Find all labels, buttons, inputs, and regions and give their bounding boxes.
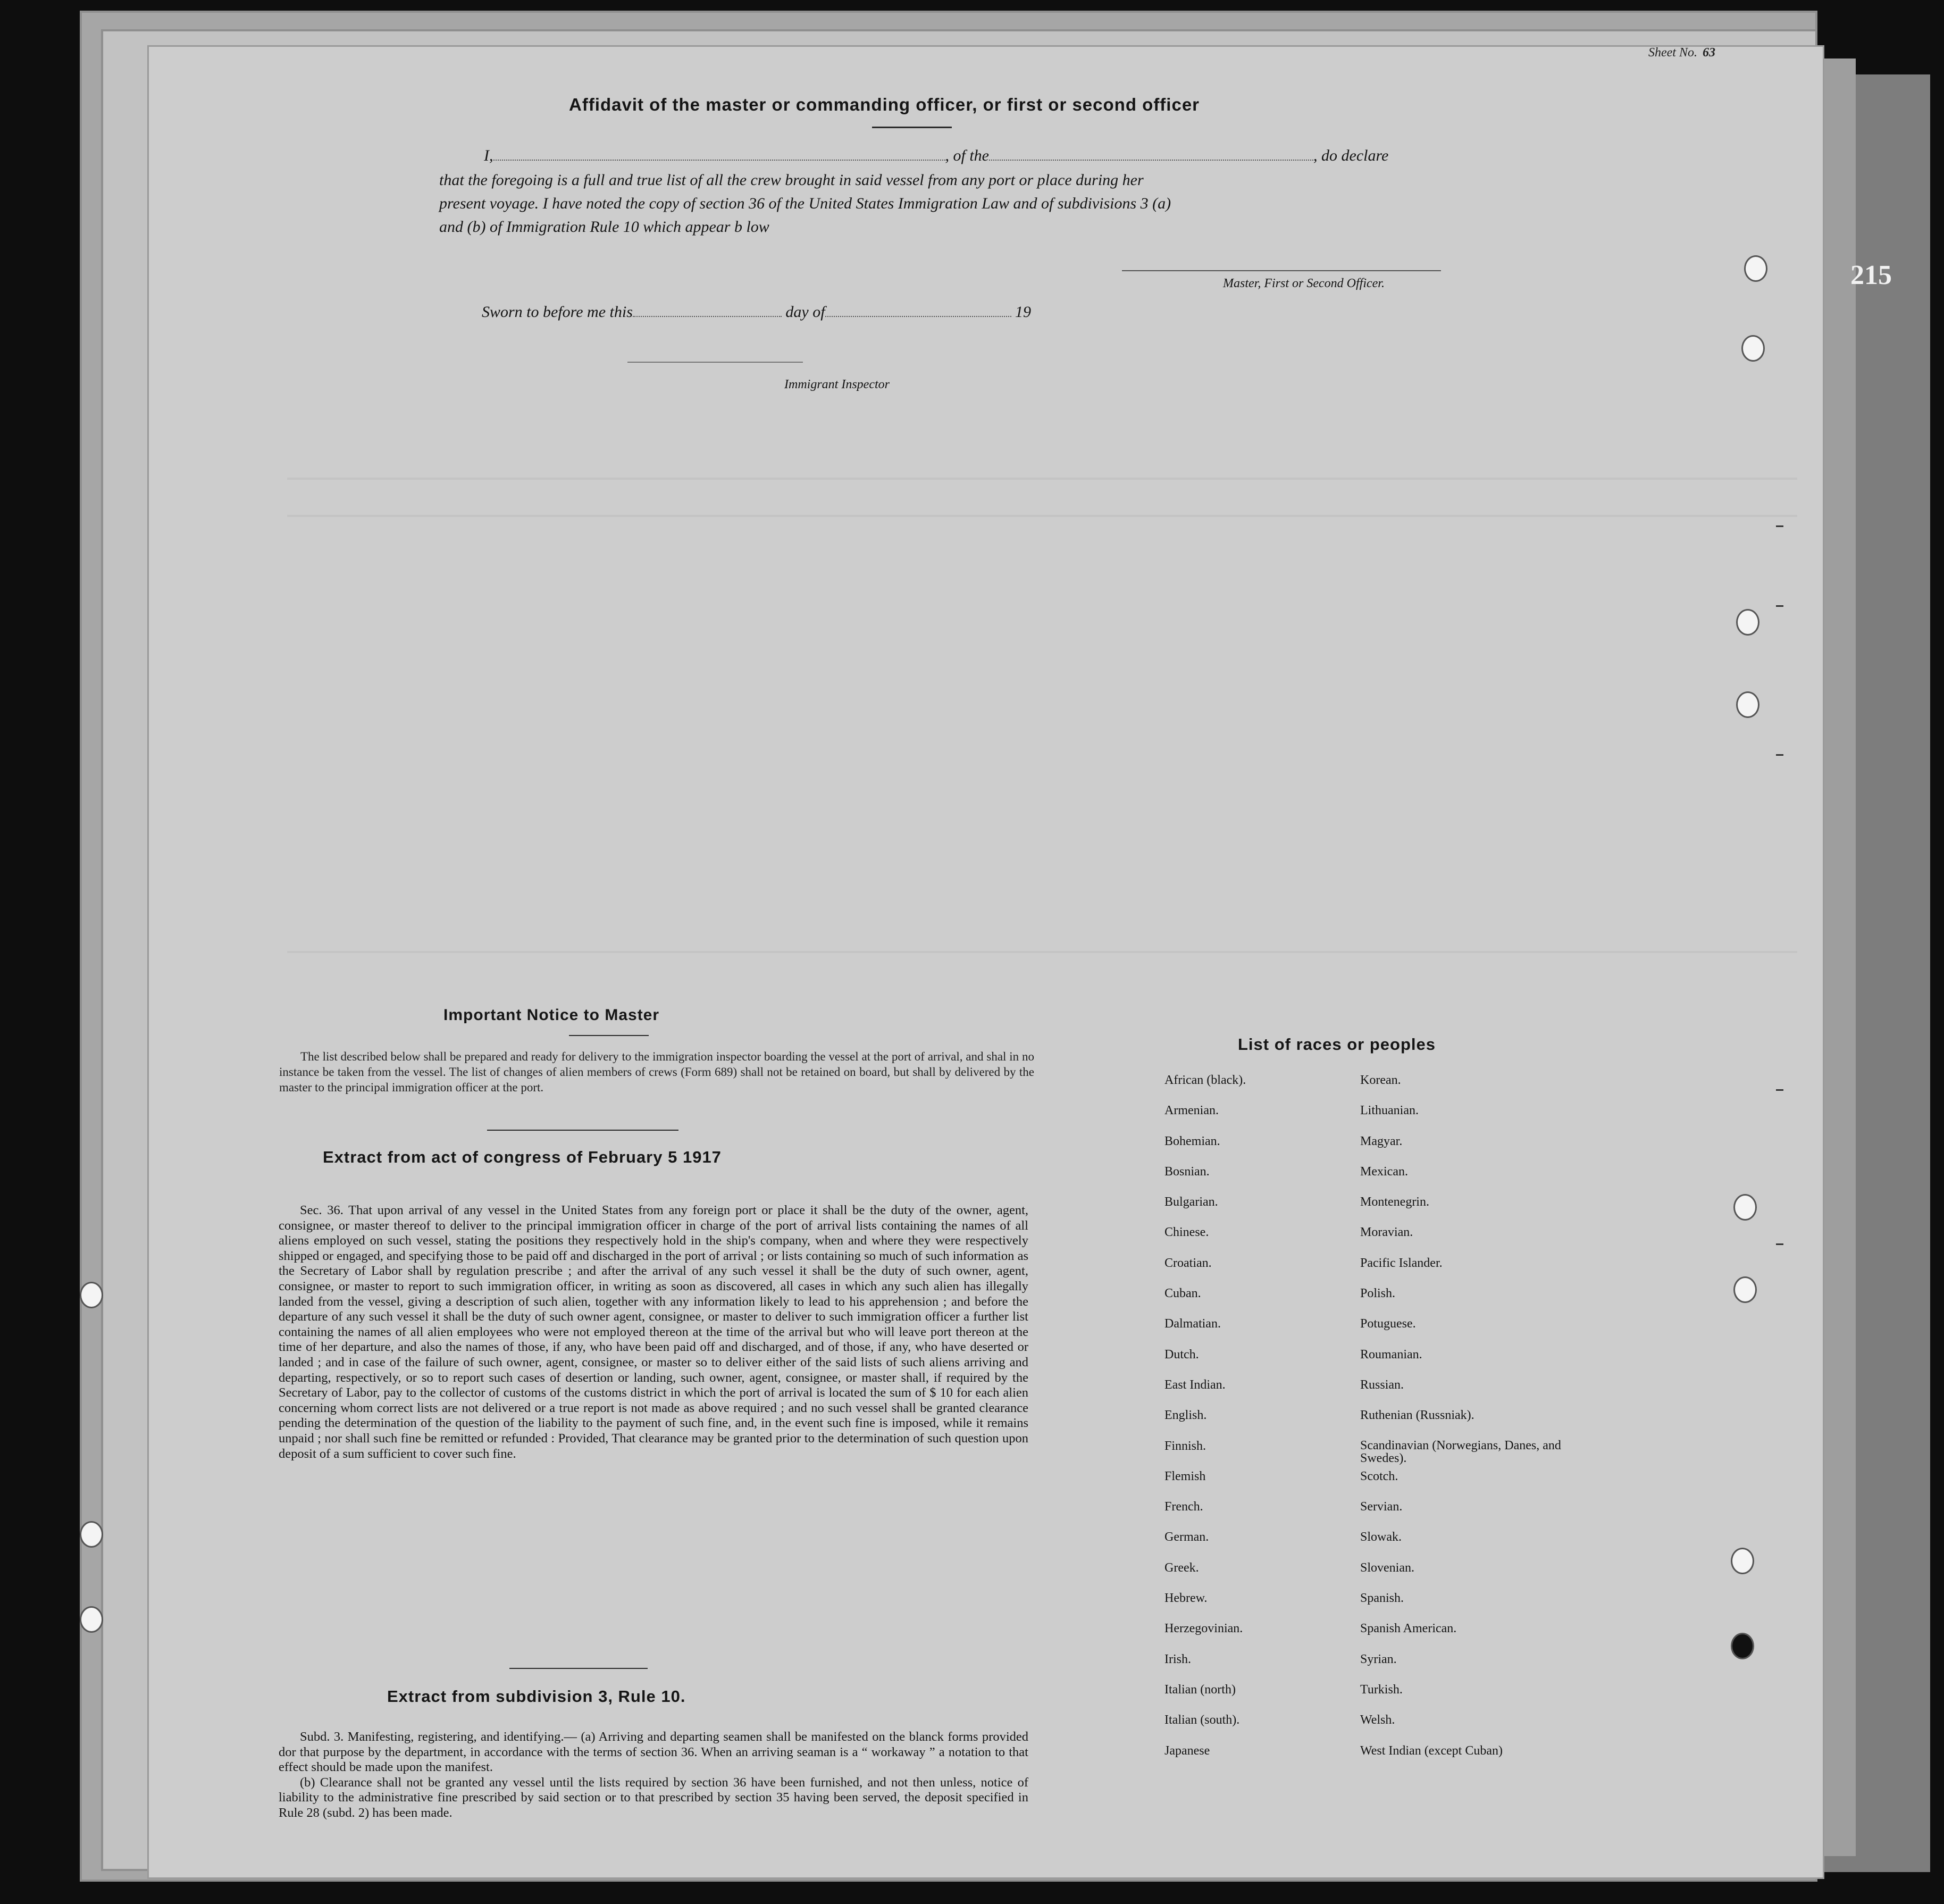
affidavit-line1-a: I,	[484, 147, 493, 164]
notice-title: Important Notice to Master	[443, 1006, 660, 1024]
sheet-number	[1648, 46, 1715, 60]
race-item: Mexican.	[1360, 1164, 1408, 1179]
bleed-through-line	[287, 478, 1797, 480]
sworn-text-c: 19	[1015, 303, 1032, 321]
race-item: Bohemian.	[1164, 1134, 1220, 1148]
binder-hole	[1741, 335, 1765, 362]
race-item: African (black).	[1164, 1073, 1246, 1087]
race-item: Bulgarian.	[1164, 1195, 1218, 1209]
notice-text: The list described below shall be prepared and ready for delivery to the immigration inspector boarding the vessel at the port of arrival, and shal in no instance be taken from the vessel. The list of changes of alien members of crews (Form 689) shall not be retained on board, but shall by delivered by the master to the principal immigration officer at the port.	[279, 1050, 1034, 1094]
binder-hole	[1731, 1633, 1754, 1659]
binder-hole	[1744, 255, 1767, 282]
rule-10-paragraph-a: Subd. 3. Manifesting, registering, and identifying.— (a) Arriving and departing seamen shall be manifested on the blanck forms provided dor that purpose by the department, in accordance with the terms of section 36. When an arriving seaman is a “ workaway ” a notation to that effect should be made upon the manifest.	[279, 1730, 1028, 1775]
race-item: Turkish.	[1360, 1682, 1403, 1697]
race-item: Cuban.	[1164, 1287, 1201, 1301]
race-item: Scotch.	[1360, 1469, 1398, 1483]
race-item: Russian.	[1360, 1377, 1404, 1392]
binder-hole	[80, 1282, 103, 1308]
race-item: Slowak.	[1360, 1530, 1402, 1544]
notice-rule	[569, 1035, 649, 1036]
race-item: Slovenian.	[1360, 1560, 1414, 1575]
race-item: Dalmatian.	[1164, 1317, 1221, 1331]
race-item: Pacific Islander.	[1360, 1256, 1443, 1270]
race-item: Italian (north)	[1164, 1682, 1236, 1697]
races-list-right	[1360, 1073, 1562, 1774]
binder-hole	[1733, 1194, 1757, 1221]
race-item: Montenegrin.	[1360, 1195, 1429, 1209]
race-item: Lithuanian.	[1360, 1104, 1419, 1118]
race-item: Armenian.	[1164, 1104, 1219, 1118]
race-item: Finnish.	[1164, 1439, 1206, 1453]
bleed-through-line	[287, 951, 1797, 953]
extract-rule-title: Extract from subdivision 3, Rule 10.	[387, 1687, 686, 1706]
margin-tick	[1776, 754, 1783, 756]
day-blank	[633, 306, 782, 317]
inspector-caption: Immigrant Inspector	[784, 378, 890, 391]
rule-10-paragraph-b: (b) Clearance shall not be granted any vessel until the lists required by section 36 have been furnished, and not then unless, notice of liability to the administrative fine prescribed by said section or to that prescribed by section 35 having been served, the deposit specified in Rule 28 (subd. 2) has been made.	[279, 1775, 1028, 1820]
binder-hole	[1731, 1548, 1754, 1574]
sheet-number-label: Sheet No.	[1648, 46, 1697, 60]
race-item: Welsh.	[1360, 1713, 1395, 1727]
vessel-blank	[989, 150, 1313, 161]
race-item: Potuguese.	[1360, 1317, 1416, 1331]
race-item: Herzegovinian.	[1164, 1622, 1243, 1636]
affidavit-declaration-line	[484, 147, 1388, 165]
race-item: Japanese	[1164, 1743, 1210, 1758]
binder-hole	[1736, 691, 1759, 718]
race-item: Greek.	[1164, 1560, 1199, 1575]
manifest-page	[149, 46, 1892, 1877]
race-item: Magyar.	[1360, 1134, 1403, 1148]
margin-tick	[1776, 1243, 1783, 1245]
race-item: Korean.	[1360, 1073, 1401, 1087]
margin-tick	[1776, 1089, 1783, 1091]
race-item: Chinese.	[1164, 1225, 1209, 1240]
race-item: Bosnian.	[1164, 1164, 1210, 1179]
affidavit-line4: and (b) of Immigration Rule 10 which appear b low	[439, 218, 769, 236]
race-item: Polish.	[1360, 1287, 1396, 1301]
inspector-signature-line	[627, 362, 803, 363]
sworn-line	[482, 303, 1031, 321]
section-rule	[509, 1668, 648, 1669]
race-item: Italian (south).	[1164, 1713, 1240, 1727]
race-item: German.	[1164, 1530, 1209, 1544]
month-blank	[825, 306, 1011, 317]
sheet-number-value: 63	[1702, 46, 1715, 60]
race-item: East Indian.	[1164, 1377, 1226, 1392]
margin-tick	[1776, 525, 1783, 527]
race-item: Roumanian.	[1360, 1347, 1422, 1362]
extract-act-title: Extract from act of congress of February 5 1917	[323, 1148, 722, 1166]
race-item: French.	[1164, 1500, 1203, 1514]
margin-tick	[1776, 605, 1783, 607]
affidavit-title: Affidavit of the master or commanding officer, or first or second officer	[569, 95, 1200, 114]
race-item: English.	[1164, 1408, 1207, 1423]
section-36-paragraph: Sec. 36. That upon arrival of any vessel in the United States from any foreign port or place it shall be the duty of the owner, agent, consignee, or master thereof to deliver to the principal immigration officer in charge of the port of arrival lists containing the names of all aliens employed on such vessel, stating the positions they respectively hold in the ship's company, when and where they were respectively shipped or engaged, and specifying those to be paid off and discharged in the port of arrival ; or lists containing so much of such information as the Secretary of Labor shall by regulation prescribe ; and after the arrival of any such vessel it shall be the duty of such owner, agent, consignee, or master to report to such immigration officer, in writing as soon as discovered, all cases in which any such alien has illegally landed from the vessel, giving a description of such alien, together with any information likely to lead to his apprehension ; and before the departure of any such vessel it shall be the duty of such owner agent, consignee, or master to deliver to such immigration officer a further list containing the names of all alien employees who were not employed thereon at the time of the arrival but who will leave port thereon at the time of her departure, and also the names of those, if any, who have been paid off and discharged, and of those, if any, who have deserted or landed ; and in case of the failure of such owner, agent, consignee, or master so to deliver either of the said lists of such aliens arriving and departing, respectively, or so to report such cases of desertion or landing, such owner, agent, consignee, or master shall, if required by the Secretary of Labor, pay to the collector of customs of the customs district in which the port of arrival is located the sum of $ 10 for each alien concerning whom correct lists are not delivered or a true report is not made as above required ; and no such vessel shall be granted clearance pending the determination of the question of the liability to the payment of such fine, and, in the event such fine is imposed, while it remains unpaid ; nor shall such fine be remitted or refunded : Provided, That clearance may be granted prior to the determination of such question upon deposit of a sum sufficient to cover such fine.	[279, 1203, 1028, 1461]
race-item: Flemish	[1164, 1469, 1206, 1483]
sworn-text-a: Sworn to before me this	[482, 303, 633, 321]
binder-hole	[1733, 1276, 1757, 1303]
race-item: Hebrew.	[1164, 1591, 1208, 1606]
page-number: 215	[1850, 260, 1892, 290]
name-blank	[493, 150, 945, 161]
bleed-through-line	[287, 515, 1797, 517]
race-item: Syrian.	[1360, 1652, 1397, 1666]
affidavit-line3: present voyage. I have noted the copy of section 36 of the United States Immigration Law and of subdivisions 3 (a)	[439, 195, 1171, 212]
races-title: List of races or peoples	[1238, 1035, 1436, 1054]
affidavit-line1-b: , of the	[945, 147, 989, 164]
race-item: Ruthenian (Russniak).	[1360, 1408, 1474, 1423]
section-36-text	[279, 1203, 1028, 1462]
races-list-left	[1164, 1073, 1246, 1774]
signature-caption: Master, First or Second Officer.	[1223, 277, 1385, 290]
race-item: Servian.	[1360, 1500, 1403, 1514]
race-item: Scandinavian (Norwegians, Danes, and Swedes).	[1360, 1438, 1561, 1465]
binder-hole	[80, 1606, 103, 1633]
race-item: West Indian (except Cuban)	[1360, 1743, 1503, 1758]
binder-hole	[80, 1521, 103, 1548]
race-item: Moravian.	[1360, 1225, 1413, 1240]
race-item: Spanish.	[1360, 1591, 1404, 1606]
race-item: Spanish American.	[1360, 1622, 1457, 1636]
signature-line	[1122, 270, 1441, 271]
race-item: Dutch.	[1164, 1347, 1199, 1362]
sworn-text-b: day of	[785, 303, 825, 321]
affidavit-line1-c: , do declare	[1313, 147, 1389, 164]
title-rule	[872, 127, 952, 128]
race-item: Croatian.	[1164, 1256, 1212, 1270]
section-rule	[487, 1130, 678, 1131]
affidavit-line2: that the foregoing is a full and true list of all the crew brought in said vessel from any port or place during her	[439, 171, 1144, 189]
race-item: Irish.	[1164, 1652, 1191, 1666]
binder-hole	[1736, 609, 1759, 636]
rule-10-text	[279, 1730, 1028, 1821]
